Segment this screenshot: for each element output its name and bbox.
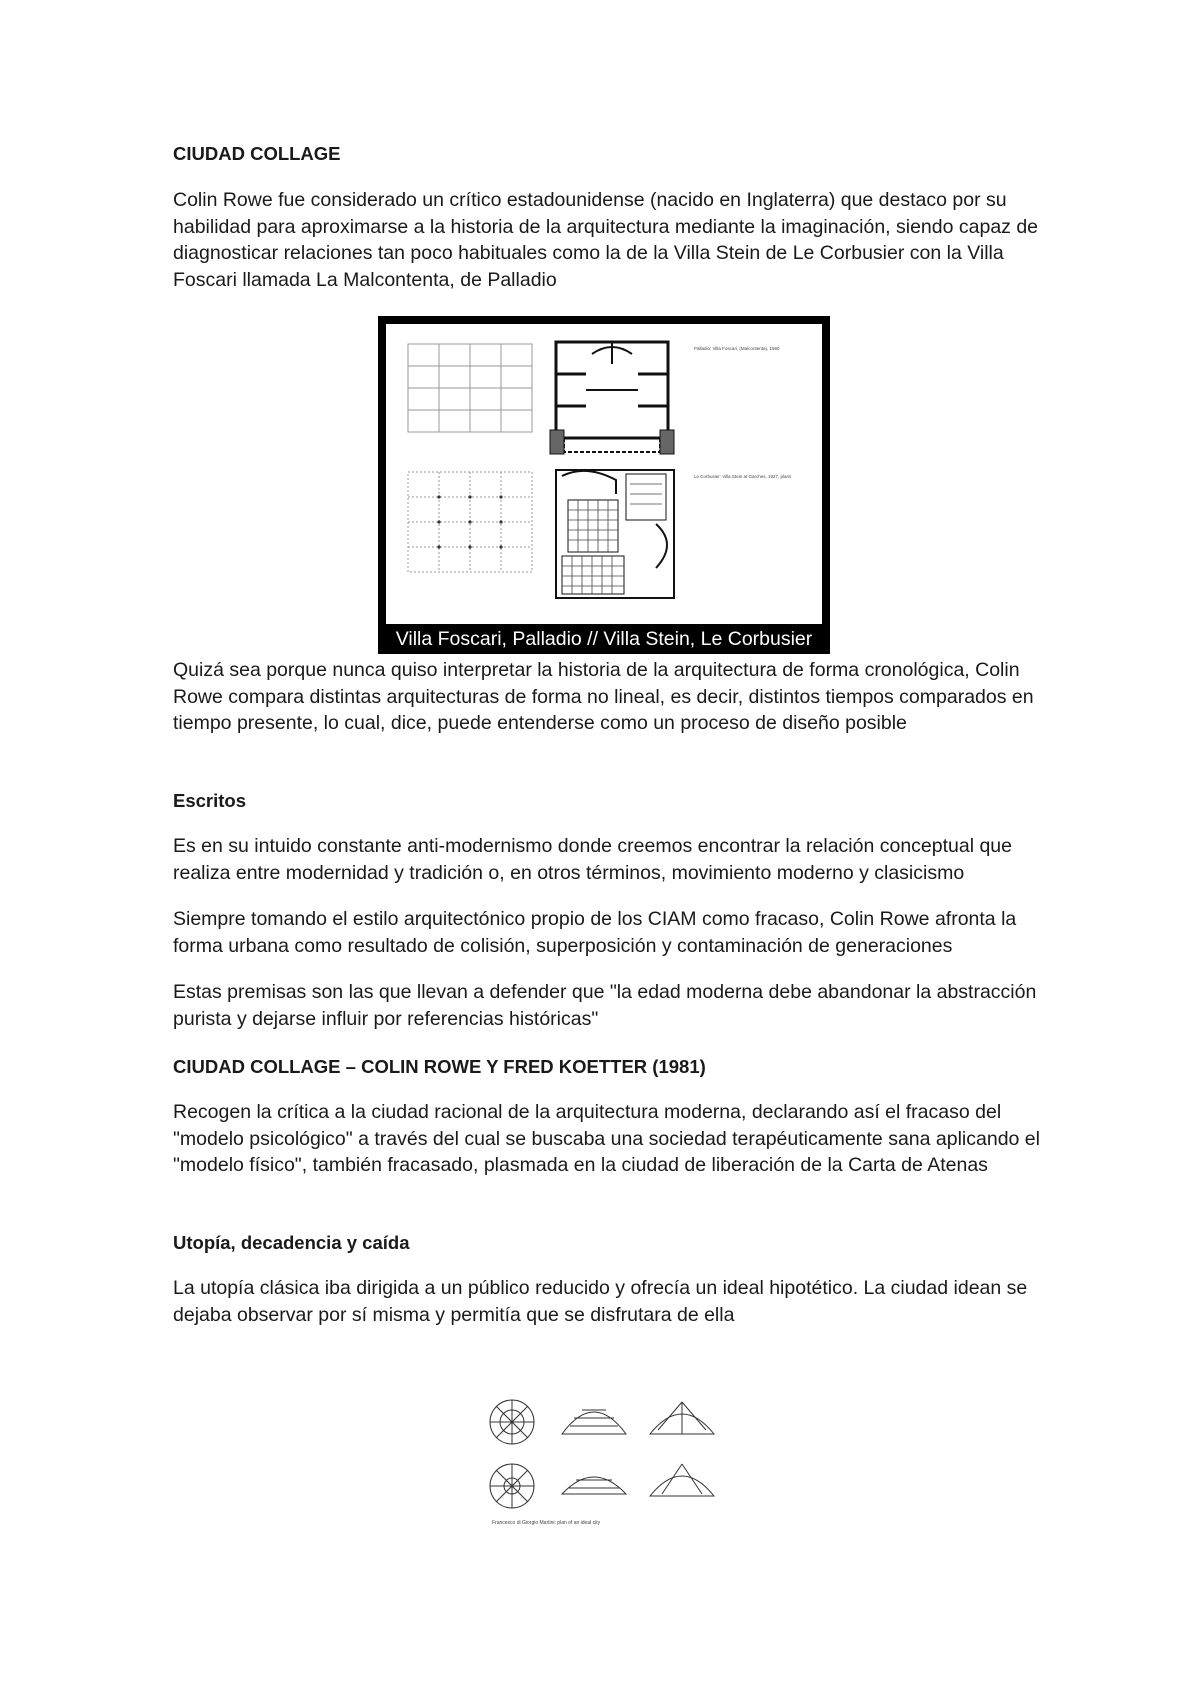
- radial-plan-drawing-1: [490, 1400, 534, 1444]
- heading-rowe-koetter: CIUDAD COLLAGE – COLIN ROWE Y FRED KOETTER (1981): [173, 1056, 706, 1077]
- villa-plans-image: [386, 324, 822, 624]
- foscari-grid-diagram: [408, 344, 532, 432]
- paragraph-critica: Recogen la crítica a la ciudad racional de la arquitectura moderna, declarando así el fracaso del "modelo psicológico" a través del cual se buscaba una sociedad terapéuticamente sana aplicando el "modelo físico", también fracasado, plasmada en la ciudad de liberación de la Carta de Atenas: [173, 1101, 1040, 1176]
- paragraph-chronology: Quizá sea porque nunca quiso interpretar la historia de la arquitectura de forma cronológica, Colin Rowe compara distintas arquitecturas de forma no lineal, es decir, distintos tiempos comparados en tiempo presente, lo cual, dice, puede entenderse como un proceso de diseño posible: [173, 659, 1034, 734]
- ideal-city-label: Francesco di Giorgio Martini: plan of an ideal city: [492, 1520, 601, 1526]
- ideal-city-drawings: [482, 1390, 732, 1518]
- paragraph-premisas: Estas premisas son las que llevan a defender que "la edad moderna debe abandonar la abstracción purista y dejarse influir por referencias históricas": [173, 981, 1037, 1030]
- dome-drawing-1: [562, 1410, 626, 1434]
- intro-paragraph: Colin Rowe fue considerado un crítico estadounidense (nacido en Inglaterra) que destaco por su habilidad para aproximarse a la historia de la arquitectura mediante la imaginación, siendo capaz de diagnosticar relaciones tan poco habituales como la de la Villa Stein de Le Corbusier con la Villa Foscari llamada La Malcontenta, de Palladio: [173, 189, 1039, 291]
- stein-floor-plan: [556, 470, 674, 598]
- villa-comparison-figure: [378, 316, 830, 654]
- heading-escritos: Escritos: [173, 790, 247, 811]
- ideal-city-figure: [482, 1390, 732, 1540]
- stein-plan-label: Le Corbusier: Villa Stein at Garches, 1927, plans: [694, 474, 792, 479]
- villa-figure-caption: Villa Foscari, Palladio // Villa Stein, Le Corbusier: [395, 628, 813, 650]
- dome-drawing-3: [562, 1477, 626, 1494]
- dome-drawing-4: [650, 1464, 714, 1496]
- radial-plan-drawing-2: [490, 1464, 534, 1508]
- paragraph-ciam: Siempre tomando el estilo arquitectónico propio de los CIAM como fracaso, Colin Rowe afronta la forma urbana como resultado de colisión, superposición y contaminación de generaciones: [173, 908, 1017, 957]
- foscari-floor-plan: [550, 342, 674, 454]
- document-title: CIUDAD COLLAGE: [173, 143, 341, 164]
- villa-plans-drawing: [386, 324, 822, 624]
- heading-utopia: Utopía, decadencia y caída: [173, 1232, 410, 1253]
- foscari-plan-label: Palladio: Villa Foscari, (Malcontenta), 1560: [694, 346, 780, 351]
- dome-drawing-2: [650, 1402, 714, 1434]
- paragraph-utopia: La utopía clásica iba dirigida a un público reducido y ofrecía un ideal hipotético. La ciudad idean se dejaba observar por sí misma y permitía que se disfrutara de ella: [173, 1277, 1028, 1326]
- paragraph-anti-modernism: Es en su intuido constante anti-modernismo donde creemos encontrar la relación conceptual que realiza entre modernidad y tradición o, en otros términos, movimiento moderno y clasicismo: [173, 835, 1012, 884]
